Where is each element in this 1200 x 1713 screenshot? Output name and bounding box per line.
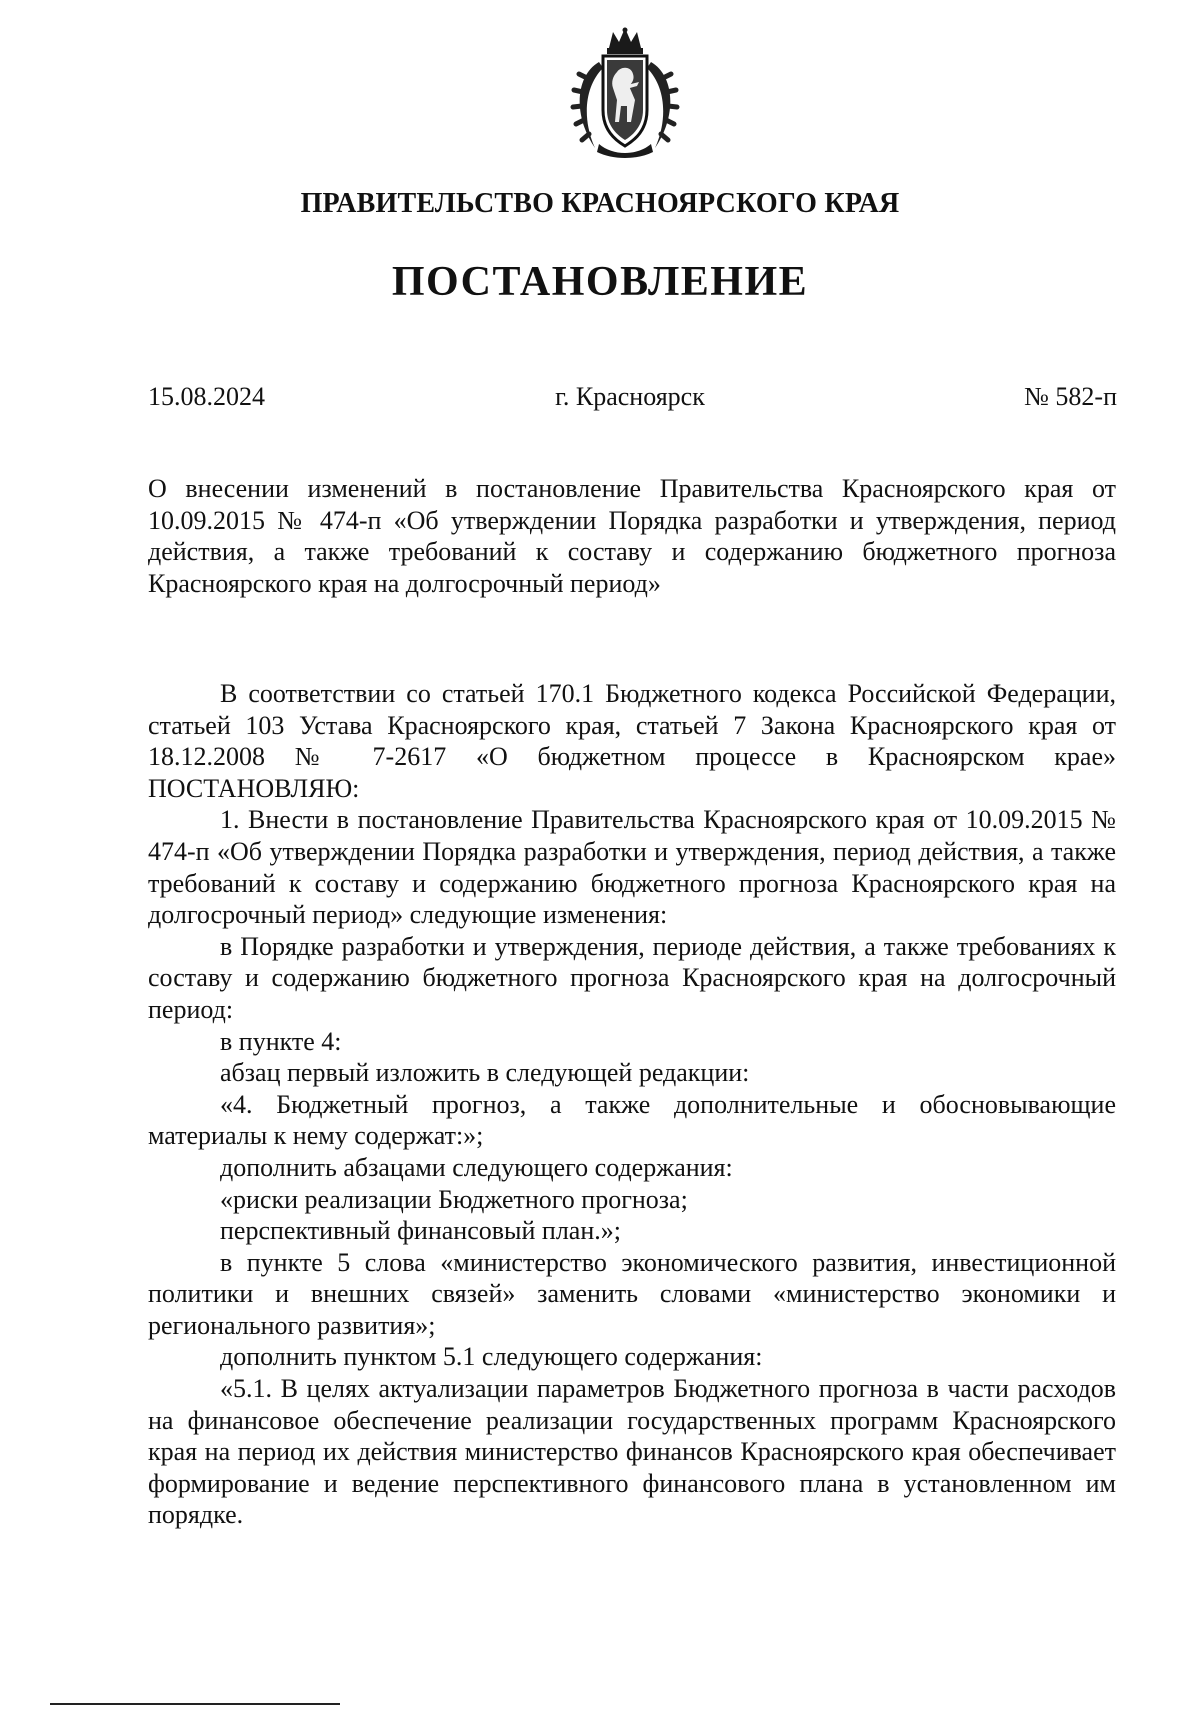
body-paragraph: В соответствии со статьей 170.1 Бюджетного кодекса Российской Федерации, статьей 103 Устава Красноярского края, статьей 7 Закона Красноярского края от 18.12.2008 № 7-2617 «О бюджетном процессе в Красноярском крае» ПОСТАНОВЛЯЮ: [148, 679, 1116, 803]
body-paragraph: «5.1. В целях актуализации параметров Бюджетного прогноза в части расходов на финансовое обеспечение реализации государственных программ Красноярского края на период их действия министерство финансов Красноярского края обеспечивает формирование и ведение перспективного финансового плана в установленном им порядке. [148, 1374, 1116, 1530]
body-paragraph: дополнить пунктом 5.1 следующего содержания: [220, 1342, 763, 1372]
organization-title: ПРАВИТЕЛЬСТВО КРАСНОЯРСКОГО КРАЯ [300, 188, 900, 219]
document-type-title: ПОСТАНОВЛЕНИЕ [391, 259, 809, 305]
body-paragraph: перспективный финансовый план.»; [220, 1216, 621, 1246]
document-body [148, 678, 1116, 1531]
document-number: № 582-п [1024, 382, 1117, 411]
body-paragraph: дополнить абзацами следующего содержания: [220, 1152, 733, 1182]
body-paragraph: «4. Бюджетный прогноз, а также дополнительные и обосновывающие материалы к нему содержат:»; [148, 1089, 1116, 1151]
body-paragraph: 1. Внести в постановление Правительства Красноярского края от 10.09.2015 № 474-п «Об утверждении Порядка разработки и утверждения, период действия, а также требований к составу и содержанию бюджетного прогноза Красноярского края на долгосрочный период» следующие изменения: [148, 805, 1116, 930]
document-city: г. Красноярск [555, 382, 705, 411]
footer-divider [50, 1703, 340, 1705]
document-date: 15.08.2024 [148, 382, 265, 411]
body-paragraph: в пункте 4: [220, 1026, 342, 1056]
body-paragraph: «риски реализации Бюджетного прогноза; [220, 1184, 688, 1214]
document-subject: О внесении изменений в постановление Правительства Красноярского края от 10.09.2015 № 474-п «Об утверждении Порядка разработки и утверждения, период действия, а также требований к составу и содержанию бюджетного прогноза Красноярского края на долгосрочный период» [148, 474, 1116, 598]
body-paragraph: абзац первый изложить в следующей редакции: [220, 1058, 750, 1088]
krasnoyarsk-coat-of-arms-icon [569, 26, 681, 160]
body-paragraph: в пункте 5 слова «министерство экономического развития, инвестиционной политики и внешних связей» заменить словами «министерство экономики и регионального развития»; [148, 1247, 1116, 1340]
body-paragraph: в Порядке разработки и утверждения, периоде действия, а также требованиях к составу и содержанию бюджетного прогноза Красноярского края на долгосрочный период: [148, 931, 1116, 1024]
